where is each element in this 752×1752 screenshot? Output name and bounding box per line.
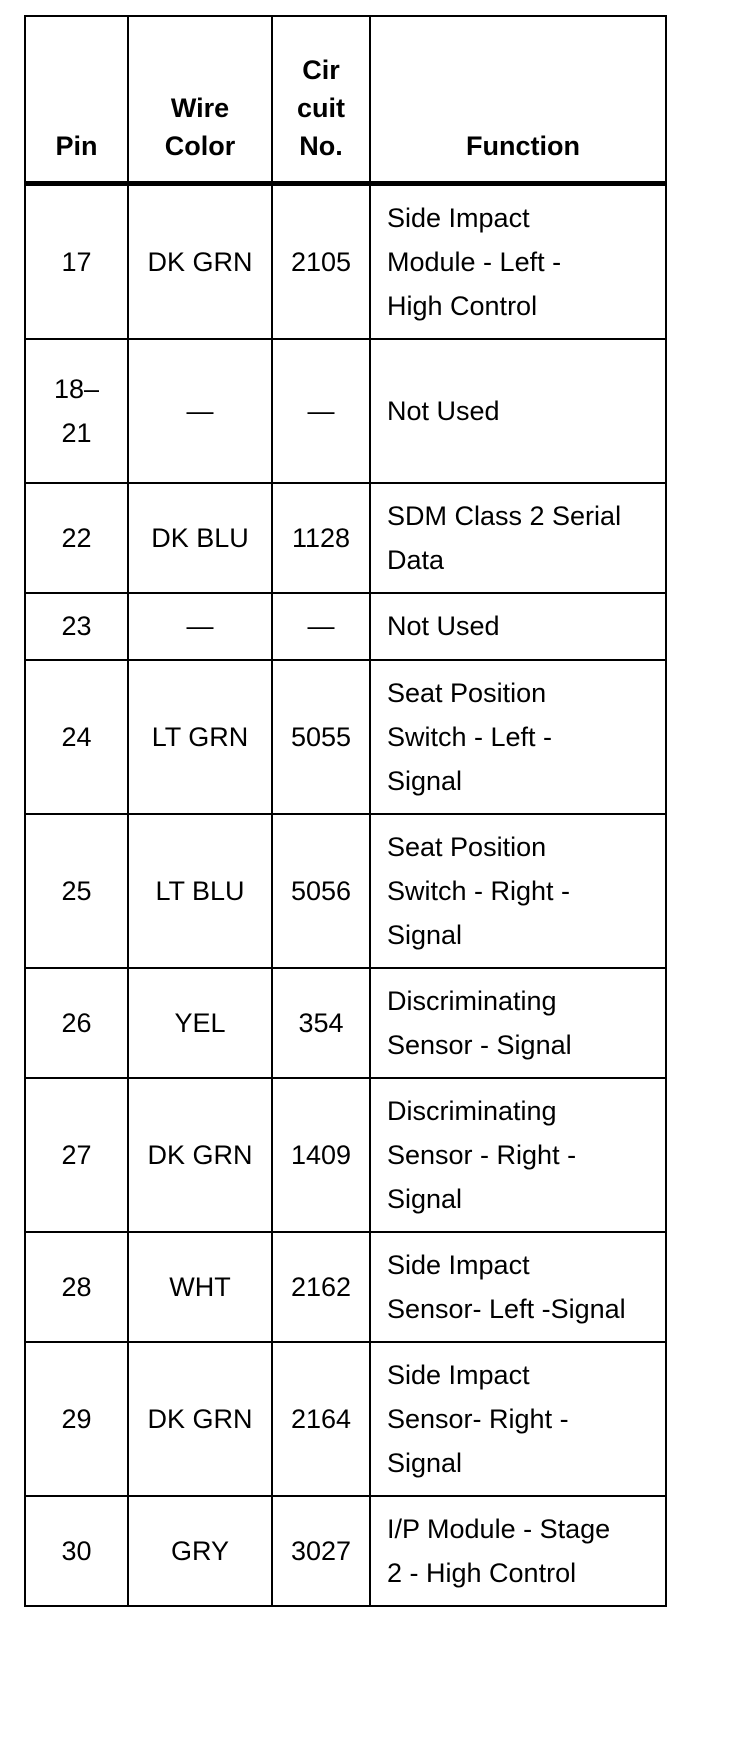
cell-function	[370, 483, 666, 593]
cell-wire-color	[128, 183, 272, 339]
cell-function-line: Side Impact	[387, 202, 530, 233]
connector-pinout-table	[24, 15, 667, 1607]
cell-function-line: Signal	[387, 765, 463, 796]
cell-circuit-no	[272, 814, 370, 968]
cell-circuit-no-text: 354	[298, 1007, 344, 1038]
table-row	[25, 1232, 666, 1342]
cell-pin	[25, 593, 128, 660]
cell-pin	[25, 339, 128, 483]
table-row	[25, 183, 666, 339]
cell-circuit-no-text: 5055	[290, 721, 352, 752]
header-wire-color	[128, 16, 272, 183]
cell-circuit-no	[272, 1232, 370, 1342]
header-wire-color-line: Wire	[170, 92, 230, 123]
cell-function-line: Switch - Right -	[387, 875, 571, 906]
table-header-row	[25, 16, 666, 183]
cell-wire-color-text: DK BLU	[151, 522, 249, 553]
cell-circuit-no-text: 3027	[290, 1535, 352, 1566]
header-circuit-line: cuit	[296, 92, 345, 123]
cell-function-line: Module - Left -	[387, 246, 562, 277]
cell-pin-text: 26	[61, 1007, 92, 1038]
table-row	[25, 1342, 666, 1496]
header-pin-label: Pin	[55, 130, 98, 161]
cell-wire-color	[128, 968, 272, 1078]
header-circuit-line: No.	[299, 130, 343, 161]
table-row	[25, 339, 666, 483]
header-circuit-no	[272, 16, 370, 183]
cell-circuit-no	[272, 483, 370, 593]
cell-pin-text: 17	[61, 246, 92, 277]
cell-function	[370, 814, 666, 968]
table-row	[25, 593, 666, 660]
cell-wire-color-text: GRY	[170, 1535, 230, 1566]
table-row	[25, 660, 666, 814]
cell-circuit-no	[272, 1078, 370, 1232]
cell-wire-color-text: —	[186, 611, 214, 641]
cell-pin-text: 24	[61, 721, 92, 752]
cell-function-line: Sensor- Left -Signal	[387, 1293, 626, 1324]
cell-circuit-no-text: 1128	[291, 522, 351, 553]
cell-circuit-no-text: 5056	[290, 875, 352, 906]
cell-function-line: Discriminating	[387, 1095, 557, 1126]
cell-wire-color	[128, 339, 272, 483]
cell-function-line: Signal	[387, 919, 463, 950]
cell-function	[370, 183, 666, 339]
header-circuit-line: Cir	[302, 54, 340, 85]
cell-circuit-no	[272, 660, 370, 814]
cell-function-line: Data	[387, 544, 445, 575]
cell-pin-line: 21	[61, 417, 92, 448]
cell-function	[370, 1342, 666, 1496]
cell-function-line: SDM Class 2 Serial	[387, 500, 622, 531]
cell-circuit-no	[272, 339, 370, 483]
cell-function-line: Signal	[387, 1183, 463, 1214]
cell-pin-text: 30	[61, 1535, 92, 1566]
cell-pin-text: 23	[61, 611, 92, 641]
cell-pin	[25, 814, 128, 968]
cell-pin	[25, 1078, 128, 1232]
cell-wire-color	[128, 660, 272, 814]
cell-function-line: Sensor- Right -	[387, 1403, 569, 1434]
cell-circuit-no-text: 2105	[290, 246, 352, 277]
cell-circuit-no	[272, 1496, 370, 1606]
cell-wire-color-text: —	[186, 395, 214, 426]
cell-function	[370, 1232, 666, 1342]
table-row	[25, 1496, 666, 1606]
cell-function-line: 2 - High Control	[387, 1557, 577, 1588]
cell-wire-color	[128, 483, 272, 593]
header-pin	[25, 16, 128, 183]
cell-circuit-no	[272, 1342, 370, 1496]
cell-pin-text: 27	[61, 1139, 92, 1170]
cell-pin-text: 28	[61, 1271, 92, 1302]
cell-pin	[25, 183, 128, 339]
cell-function-line: Not Used	[387, 395, 500, 426]
cell-function-line: High Control	[387, 290, 538, 321]
cell-wire-color	[128, 1078, 272, 1232]
table-row	[25, 814, 666, 968]
cell-pin-line: 18–	[53, 373, 100, 404]
cell-function-line: Sensor - Signal	[387, 1029, 572, 1060]
cell-pin	[25, 968, 128, 1078]
header-function	[370, 16, 666, 183]
cell-function-line: Not Used	[387, 611, 500, 641]
cell-pin	[25, 483, 128, 593]
cell-wire-color-text: DK GRN	[147, 246, 253, 277]
cell-function-line: Side Impact	[387, 1249, 530, 1280]
cell-pin-text: 25	[61, 875, 92, 906]
cell-function-line: Switch - Left -	[387, 721, 553, 752]
cell-function	[370, 660, 666, 814]
table-row	[25, 483, 666, 593]
cell-wire-color	[128, 1496, 272, 1606]
cell-pin	[25, 1342, 128, 1496]
cell-function-line: I/P Module - Stage	[387, 1513, 611, 1544]
cell-function-line: Side Impact	[387, 1359, 530, 1390]
cell-circuit-no	[272, 593, 370, 660]
cell-function-line: Seat Position	[387, 831, 547, 862]
cell-circuit-no-text: 1409	[290, 1139, 352, 1170]
cell-wire-color	[128, 1232, 272, 1342]
header-wire-color-line: Color	[164, 130, 236, 161]
table-body	[25, 183, 666, 1606]
cell-pin	[25, 660, 128, 814]
cell-wire-color-text: YEL	[174, 1007, 226, 1038]
cell-circuit-no-text: 2162	[290, 1271, 352, 1302]
cell-function-line: Seat Position	[387, 677, 547, 708]
cell-function-line: Signal	[387, 1447, 463, 1478]
cell-circuit-no-text: —	[307, 395, 335, 426]
cell-function-line: Sensor - Right -	[387, 1139, 577, 1170]
cell-function	[370, 1496, 666, 1606]
cell-circuit-no	[272, 183, 370, 339]
header-function-label: Function	[466, 130, 580, 161]
cell-function	[370, 593, 666, 660]
cell-wire-color-text: LT BLU	[155, 875, 245, 906]
cell-circuit-no-text: —	[307, 611, 335, 641]
cell-wire-color	[128, 814, 272, 968]
cell-wire-color-text: WHT	[169, 1271, 231, 1302]
cell-pin	[25, 1496, 128, 1606]
cell-pin-text: 22	[61, 522, 92, 553]
table-row	[25, 1078, 666, 1232]
cell-circuit-no	[272, 968, 370, 1078]
cell-circuit-no-text: 2164	[290, 1403, 352, 1434]
table-row	[25, 968, 666, 1078]
cell-function	[370, 1078, 666, 1232]
cell-function-line: Discriminating	[387, 985, 557, 1016]
cell-function	[370, 339, 666, 483]
cell-pin	[25, 1232, 128, 1342]
cell-wire-color-text: DK GRN	[147, 1139, 253, 1170]
cell-function	[370, 968, 666, 1078]
cell-wire-color-text: LT GRN	[151, 721, 249, 752]
cell-wire-color	[128, 1342, 272, 1496]
cell-wire-color	[128, 593, 272, 660]
cell-pin-text: 29	[61, 1403, 92, 1434]
cell-wire-color-text: DK GRN	[147, 1403, 253, 1434]
